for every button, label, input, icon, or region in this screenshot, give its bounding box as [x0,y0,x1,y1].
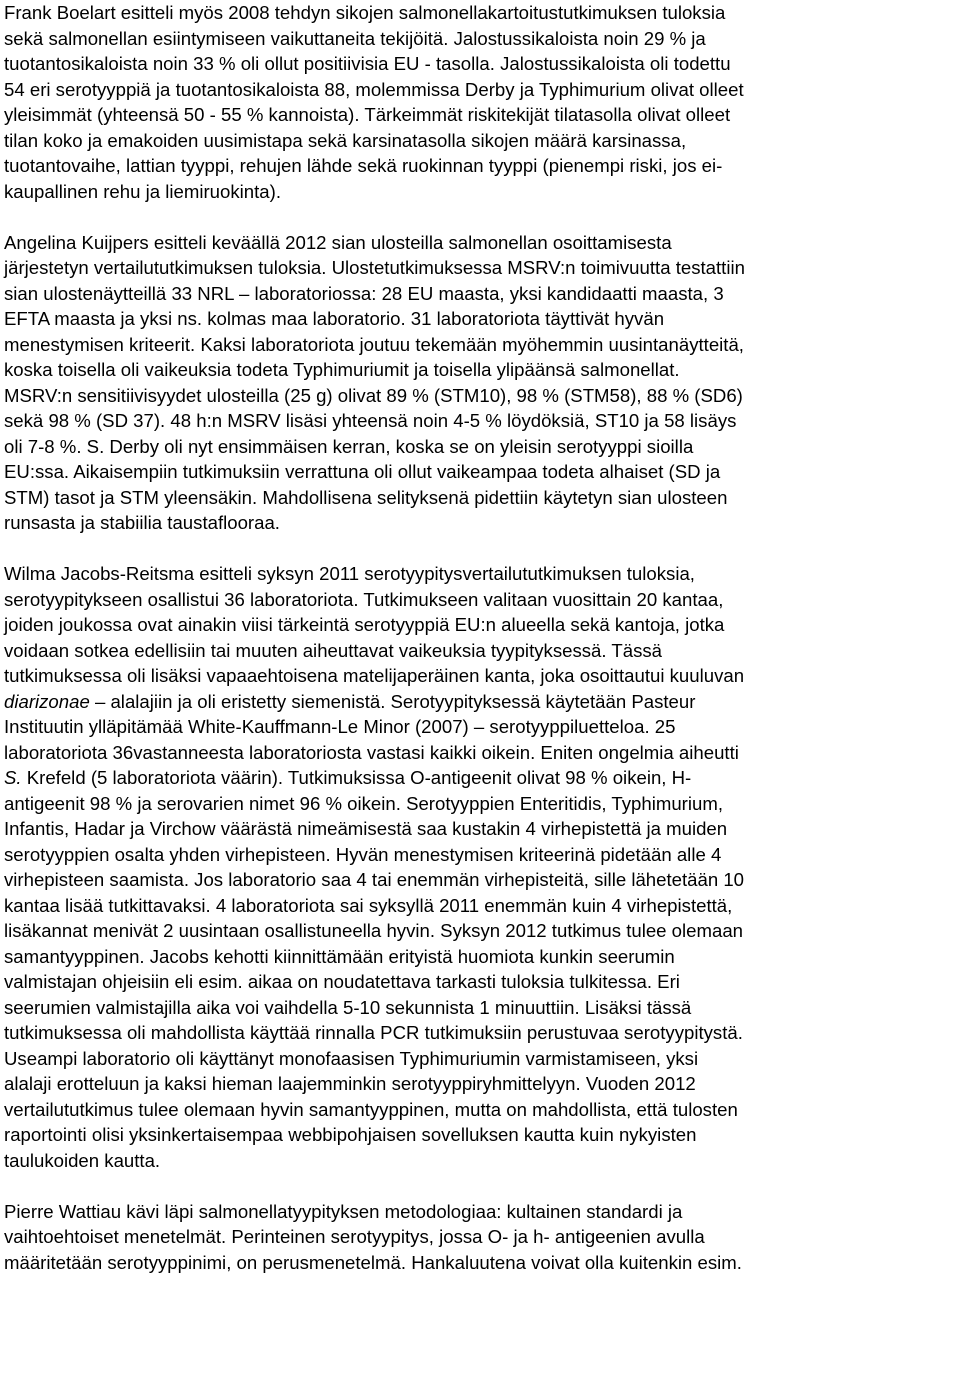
paragraph-boelart [4,0,959,204]
text-line: samantyyppinen. Jacobs kehotti kiinnittämään erityistä huomiota kunkin seerumin [4,945,675,967]
text-line: Useampi laboratorio oli käyttänyt monofaasisen Typhimuriumin varmistamiseen, yksi [4,1047,699,1069]
italic-term: S. [4,767,22,788]
text-line: koska toisella oli vaikeuksia todeta Typhimuriumit ja toisella ylipäänsä salmonellat. [4,359,680,380]
text-line: virhepisteen saamista. Jos laboratorio saa 4 tai enemmän virhepisteitä, sille lähetetään 10 [4,869,745,890]
text-line: vaihtoehtoiset menetelmät. Perinteinen serotyypitys, jossa O- ja h- antigeenien avulla [4,1226,705,1247]
text-line: sekä 98 % (SD 37). 48 h:n MSRV lisäsi yhteensä noin 4-5 % löydöksiä, ST10 ja 58 lisäys [4,410,737,431]
paragraph-spacer [4,1173,959,1199]
text-line: antigeenit 98 % ja serovarien nimet 96 % oikein. Serotyyppien Enteritidis, Typhimurium, [4,792,723,814]
text-line: tuotantosikaloista noin 33 % oli ollut positiivisia EU - tasolla. Jalostussikaloista oli todettu [4,53,731,74]
italic-term: diarizonae [4,690,90,712]
text-line: raportointi olisi yksinkertaisempaa webbipohjaisen sovelluksen kautta kuin nykyisten [4,1124,697,1145]
text-line: yleisimmät (yhteensä 50 - 55 % kannoista). Tärkeimmät riskitekijät tilatasolla olivat olleet [4,104,731,125]
text-line: Pierre Wattiau kävi läpi salmonellatyypityksen metodologiaa: kultainen standardi ja [4,1200,683,1222]
text-line: kaupallinen rehu ja liemiruokinta). [4,180,281,202]
text-run: Krefeld (5 laboratoriota väärin). Tutkimuksissa O-antigeenit olivat 98 % oikein, H- [21,767,692,788]
text-line: määritetään serotyyppinimi, on perusmenetelmä. Hankaluutena voivat olla kuitenkin esim. [4,1251,742,1273]
text-line: tutkimuksessa oli mahdollista käyttää rinnalla PCR tutkimuksiin perustuvaa serotyypitystä. [4,1022,743,1043]
text-line: serotyyppien osalta yhden virhepisteen. Hyvän menestymisen kriteerinä pidetään alle 4 [4,843,722,865]
text-line: laboratoriota 36vastanneesta laboratoriosta vastasi kaikki oikein. Eniten ongelmia aiheutti [4,741,739,763]
text-line: järjestetyn vertailututkimuksen tuloksia. Ulostetutkimuksessa MSRV:n toimivuutta testattiin [4,257,745,278]
text-line: 54 eri serotyyppiä ja tuotantosikaloista 88, molemmissa Derby ja Typhimurium olivat olleet [4,78,744,100]
text-line: sekä salmonellan esiintymiseen vaikuttaneita tekijöitä. Jalostussikaloista noin 29 % ja [4,27,706,49]
text-line: tutkimuksessa oli lisäksi vapaaehtoisena matelijaperäinen kanta, joka osoittautui kuuluvan [4,665,745,686]
text-line: MSRV:n sensitiivisyydet ulosteilla (25 g) olivat 89 % (STM10), 98 % (STM58), 88 % (SD6) [4,384,743,406]
paragraph-wattiau [4,1199,959,1276]
text-line: sian ulostenäytteillä 33 NRL – laboratoriossa: 28 EU maasta, yksi kandidaatti maasta, 3 [4,282,724,304]
text-line: STM) tasot ja STM yleensäkin. Mahdollisena selityksenä pidettiin käytetyn sian ulosteen [4,486,728,508]
text-line: joiden joukossa ovat ainakin viisi tärkeintä serotyyppiä EU:n alueella sekä kantoja, jotka [4,614,725,635]
text-run: – alalajiin ja oli eristetty siemenistä. Serotyypityksessä käytetään Pasteur [89,690,696,712]
document-page [4,0,959,1275]
text-line: voidaan sotkea edellisiin tai muuten aiheuttavat vaikeuksia tyypityksessä. Tässä [4,639,663,661]
text-line: tuotantovaihe, lattian tyyppi, rehujen lähde sekä ruokinnan tyyppi (pienempi riski, jos ei- [4,155,723,176]
text-line: Angelina Kuijpers esitteli keväällä 2012 sian ulosteilla salmonellan osoittamisesta [4,231,672,253]
text-line: Frank Boelart esitteli myös 2008 tehdyn sikojen salmonellakartoitustutkimuksen tuloksia [4,2,726,23]
text-line: kantaa lisää tutkittavaksi. 4 laboratoriota sai syksyllä 2011 enemmän kuin 4 virhepistettä, [4,894,733,916]
text-line: alalaji erotteluun ja kaksi hieman laajemminkin serotyyppiryhmittelyyn. Vuoden 2012 [4,1073,696,1094]
text-line: Instituutin ylläpitämää White-Kauffmann-Le Minor (2007) – serotyyppiluetteloa. 25 [4,716,676,737]
text-line: menestymisen kriteerit. Kaksi laboratoriota joutuu tekemään myöhemmin uusintanäytteitä, [4,333,744,355]
text-line [4,689,959,715]
text-line: valmistajan ohjeisiin eli esim. aikaa on noudatettava tarkasti tuloksia tulkitessa. Eri [4,971,680,992]
text-line: tilan koko ja emakoiden uusimistapa sekä karsinatasolla sikojen määrä karsinassa, [4,129,687,151]
text-line [4,765,959,791]
text-line: lisäkannat menivät 2 uusintaan osallistuneella hyvin. Syksyn 2012 tutkimus tulee olemaan [4,920,744,941]
text-line: runsasta ja stabiilia taustaflooraa. [4,512,280,533]
paragraph-spacer [4,204,959,230]
paragraph-jacobs [4,561,959,1173]
text-line: Infantis, Hadar ja Virchow väärästä nimeämisestä saa kustakin 4 virhepistettä ja muiden [4,818,728,839]
text-line: Wilma Jacobs-Reitsma esitteli syksyn 2011 serotyypitysvertailututkimuksen tuloksia, [4,563,695,584]
text-line: EU:ssa. Aikaisempiin tutkimuksiin verrattuna oli ollut vaikeampaa todeta alhaiset (SD ja [4,461,721,482]
text-line: seerumien valmistajilla aika voi vaihdella 5-10 sekunnista 1 minuuttiin. Lisäksi tässä [4,996,692,1018]
text-line: vertailututkimus tulee olemaan hyvin samantyyppinen, mutta on mahdollista, että tulosten [4,1098,738,1120]
text-line: serotyypitykseen osallistui 36 laboratoriota. Tutkimukseen valitaan vuosittain 20 kantaa, [4,588,724,610]
text-line: oli 7-8 %. S. Derby oli nyt ensimmäisen kerran, koska se on yleisin serotyyppi sioilla [4,435,694,457]
text-line: EFTA maasta ja yksi ns. kolmas maa laboratorio. 31 laboratoriota täyttivät hyvän [4,308,665,329]
text-line: taulukoiden kautta. [4,1149,161,1171]
paragraph-spacer [4,536,959,562]
paragraph-kuijpers [4,230,959,536]
